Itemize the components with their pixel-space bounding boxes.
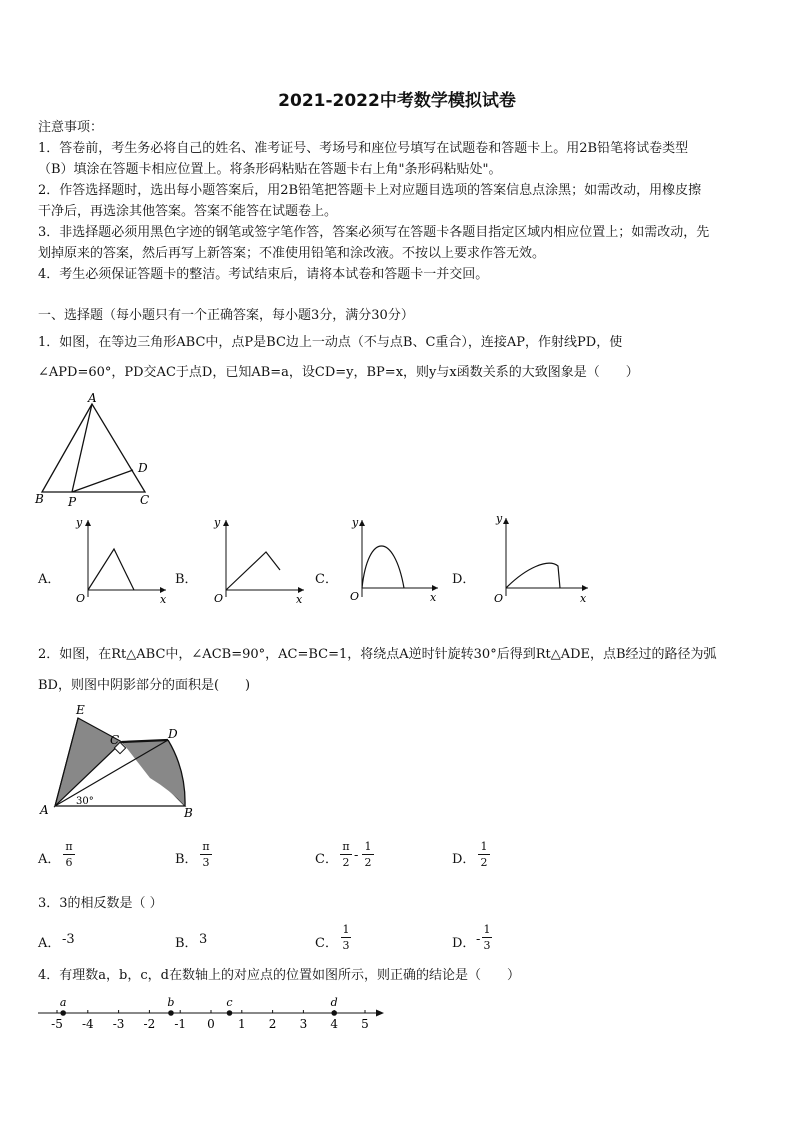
number-line-tick-label: 1 — [237, 1017, 246, 1031]
q1-option-b-label: B． — [175, 572, 198, 587]
number-line-tick-label: -3 — [112, 1017, 125, 1031]
label-b: B — [35, 492, 44, 506]
svg-text:O: O — [350, 590, 360, 603]
q2-option-a-fraction: π 6 — [63, 840, 75, 869]
notice-line: 划掉原来的答案，然后再写上新答案；不准使用铅笔和涂改液。不按以上要求作答无效。 — [38, 246, 546, 261]
notice-line: 3．非选择题必须用黑色字迹的钢笔或签字笔作答，答案必须写在答题卡各题目指定区域内相应位置上；如需改动，先 — [38, 225, 710, 240]
number-line-tick-label: 3 — [299, 1017, 308, 1031]
q3-option-d-minus: - — [476, 932, 481, 947]
section-heading: 一、选择题（每小题只有一个正确答案，每小题3分，满分30分） — [38, 308, 414, 323]
svg-text:A: A — [40, 803, 49, 817]
q2-option-c-fraction-1: π 2 — [340, 840, 352, 869]
number-line-tick-label: 0 — [207, 1017, 215, 1031]
question-3-line-1: 3．3的相反数是（ ） — [38, 896, 163, 911]
svg-text:x: x — [430, 591, 437, 604]
number-line-point-d — [331, 1010, 337, 1016]
notice-line: 4．考生必须保证答题卡的整洁。考试结束后，请将本试卷和答题卡一并交回。 — [38, 267, 489, 282]
svg-text:y: y — [496, 512, 503, 525]
q1-option-a-graph — [58, 512, 170, 607]
q2-option-c-minus: - — [354, 848, 359, 863]
svg-text:y: y — [214, 516, 221, 529]
number-line-point-label: c — [226, 996, 233, 1009]
notice-heading: 注意事项： — [38, 120, 104, 135]
q1-option-b-graph — [196, 512, 308, 607]
q3-option-d-label: D． — [452, 936, 476, 951]
svg-text:O: O — [494, 592, 504, 605]
q1-option-c-label: C． — [315, 572, 338, 587]
q1-triangle-figure — [30, 390, 160, 510]
number-line-tick-label: 4 — [330, 1017, 339, 1031]
q2-option-b-label: B． — [175, 852, 198, 867]
svg-text:B: B — [184, 806, 193, 820]
number-line-point-label: b — [167, 996, 175, 1009]
label-a: A — [88, 391, 97, 405]
page-title: 2021-2022中考数学模拟试卷 — [278, 91, 516, 111]
q1-option-a-label: A． — [38, 572, 61, 587]
q4-number-line — [34, 988, 394, 1036]
q2-option-d-fraction: 1 2 — [478, 840, 490, 869]
notice-line: 2．作答选择题时，选出每小题答案后，用2B铅笔把答题卡上对应题目选项的答案信息点涂黑；如需改动，用橡皮擦 — [38, 183, 702, 198]
label-d: D — [138, 461, 148, 475]
notice-line: 1．答卷前，考生务必将自己的姓名、准考证号、考场号和座位号填写在试题卷和答题卡上。用2B铅笔将试卷类型 — [38, 141, 689, 156]
notice-line: （B）填涂在答题卡相应位置上。将条形码粘贴在答题卡右上角"条形码粘贴处"。 — [38, 162, 502, 177]
question-4-line-1: 4．有理数a，b，c，d在数轴上的对应点的位置如图所示，则正确的结论是（ ） — [38, 968, 520, 983]
q3-option-b-text: 3 — [199, 932, 208, 947]
notice-line: 干净后，再选涂其他答案。答案不能答在试题卷上。 — [38, 204, 338, 219]
q3-option-b-label: B． — [175, 936, 198, 951]
q2-option-a-label: A． — [38, 852, 61, 867]
q1-option-c-graph — [336, 512, 448, 607]
q2-option-d-label: D． — [452, 852, 476, 867]
svg-text:y: y — [76, 516, 83, 529]
number-line-tick-label: -5 — [51, 1017, 63, 1031]
number-line-point-label: d — [330, 996, 338, 1009]
q3-option-a-text: -3 — [62, 932, 75, 947]
question-2-line-1: 2．如图，在Rt△ABC中，∠ACB=90°，AC=BC=1，将绕点A逆时针旋转30°后得到Rt△ADE，点B经过的路径为弧 — [38, 647, 717, 662]
q2-option-c-label: C． — [315, 852, 338, 867]
number-line-point-b — [168, 1010, 174, 1016]
svg-text:O: O — [214, 592, 224, 605]
label-c: C — [140, 493, 150, 507]
number-line-point-label: a — [59, 996, 67, 1009]
number-line-tick-label: -2 — [143, 1017, 156, 1031]
q1-option-d-label: D． — [452, 572, 476, 587]
svg-text:x: x — [160, 593, 167, 606]
q1-option-d-graph — [476, 508, 594, 606]
q3-option-c-label: C． — [315, 936, 338, 951]
q3-option-c-fraction: 1 3 — [342, 923, 350, 952]
number-line-tick-label: 2 — [268, 1017, 277, 1031]
q3-option-d-fraction: 1 3 — [483, 923, 491, 952]
svg-text:x: x — [580, 592, 587, 605]
svg-text:C: C — [110, 733, 120, 747]
q2-option-c-fraction-2: 1 2 — [362, 840, 374, 869]
q2-option-b-fraction: π 3 — [200, 840, 212, 869]
number-line-tick-label: -1 — [174, 1017, 187, 1031]
q3-option-a-label: A． — [38, 936, 61, 951]
question-1-line-1: 1．如图，在等边三角形ABC中，点P是BC边上一动点（不与点B、C重合），连接AP，作射线PD，使 — [38, 335, 623, 350]
number-line-point-c — [227, 1010, 233, 1016]
svg-text:E: E — [76, 703, 85, 717]
number-line-tick-label: -4 — [81, 1017, 94, 1031]
number-line-tick-label: 5 — [361, 1017, 369, 1031]
question-1-line-2: ∠APD=60°，PD交AC于点D，已知AB=a，设CD=y，BP=x，则y与x函数关系的大致图象是（ ） — [38, 365, 639, 380]
svg-text:y: y — [352, 516, 359, 529]
svg-text:D: D — [168, 727, 178, 741]
label-p: P — [68, 495, 77, 509]
svg-text:x: x — [296, 593, 303, 606]
question-2-line-2: BD，则图中阴影部分的面积是( ) — [38, 678, 251, 693]
q2-rotation-figure — [30, 700, 205, 820]
svg-text:O: O — [76, 592, 86, 605]
number-line-point-a — [60, 1010, 66, 1016]
svg-text:30°: 30° — [76, 796, 94, 807]
